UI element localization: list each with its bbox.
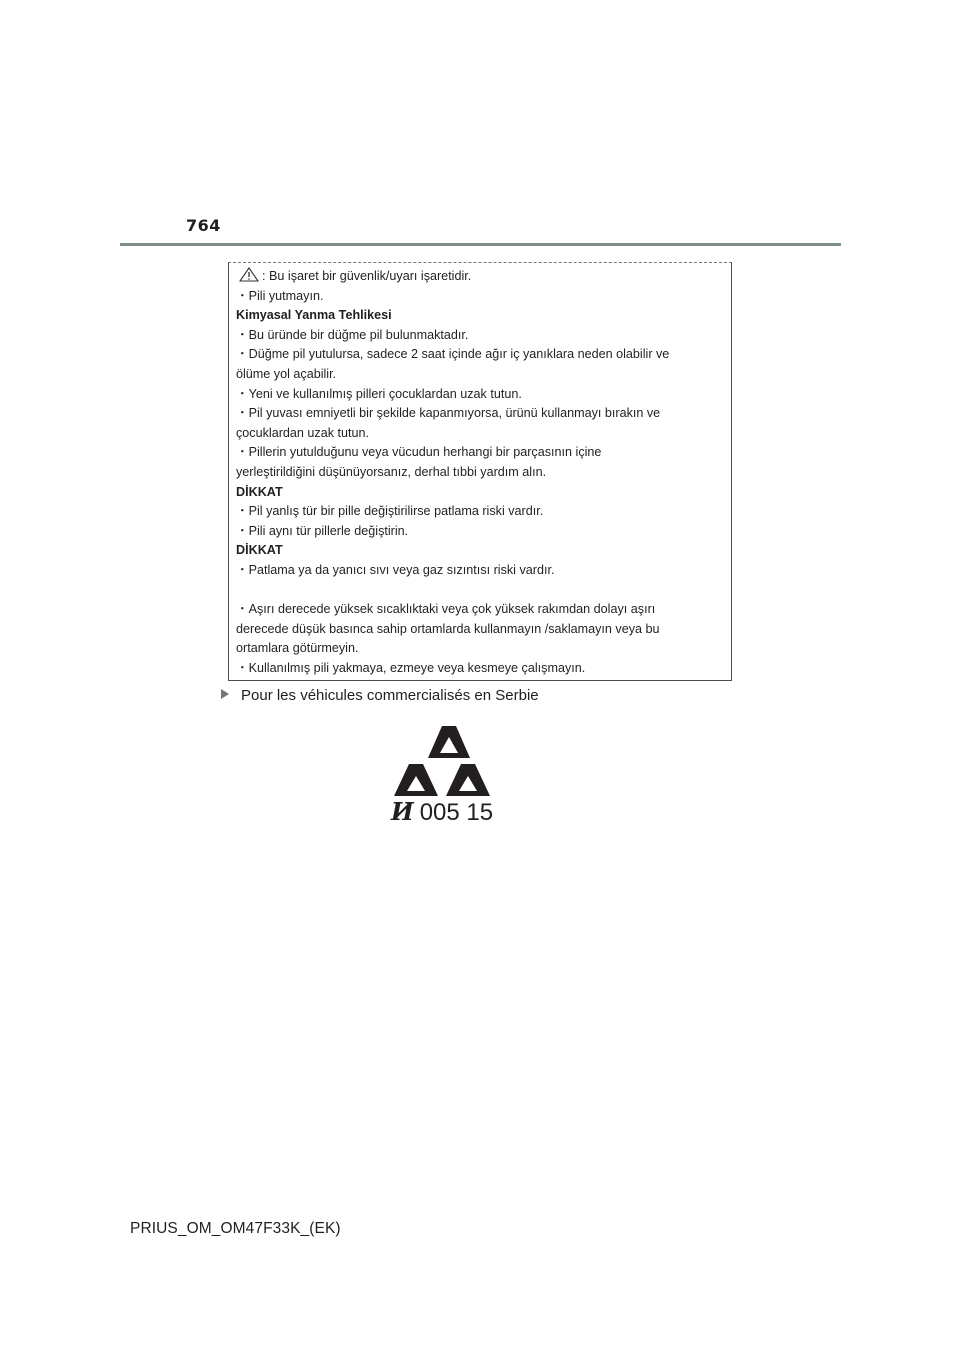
warning-line: derecede düşük basınca sahip ortamlarda kullanmayın /saklamayın veya bu (236, 621, 660, 636)
warning-box (228, 262, 732, 681)
warning-line: ・Pili yutmayın. (236, 288, 324, 303)
warning-triangle-icon (239, 267, 259, 282)
header-divider (120, 243, 841, 246)
warning-heading: DİKKAT (236, 543, 283, 558)
page-number: 764 (186, 216, 221, 235)
warning-line (236, 267, 731, 287)
certification-number: 005 15 (419, 799, 494, 826)
warning-line-text: : Bu işaret bir güvenlik/uyarı işaretidir. (262, 269, 472, 283)
warning-line: yerleştirildiğini düşünüyorsanız, derhal tıbbi yardım alın. (236, 464, 547, 479)
warning-line: ・Patlama ya da yanıcı sıvı veya gaz sızıntısı riski vardır. (236, 562, 555, 577)
warning-spacer (236, 581, 731, 601)
warning-line: ・Pili aynı tür pillerle değiştirin. (236, 523, 409, 538)
section-heading (221, 687, 539, 704)
warning-line: ・Yeni ve kullanılmış pilleri çocuklardan uzak tutun. (236, 386, 522, 401)
warning-lines (236, 287, 731, 679)
warning-line: ・Pil yuvası emniyetli bir şekilde kapanmıyorsa, ürünü kullanmayı bırakın ve (236, 406, 661, 421)
certification-code (391, 797, 493, 827)
warning-heading: DİKKAT (236, 484, 283, 499)
right-triangle-bullet-icon (221, 689, 229, 699)
warning-heading: Kimyasal Yanma Tehlikesi (236, 308, 392, 323)
warning-line: ・Pil yanlış tür bir pille değiştirilirse patlama riski vardır. (236, 504, 544, 519)
warning-line: ・Kullanılmış pili yakmaya, ezmeye veya kesmeye çalışmayın. (236, 660, 586, 675)
warning-line: ・Pillerin yutulduğunu veya vücudun herhangi bir parçasının içine (236, 445, 602, 460)
warning-line: ・Aşırı derecede yüksek sıcaklıktaki veya çok yüksek rakımdan dolayı aşırı (236, 602, 656, 617)
warning-line: ortamlara götürmeyin. (236, 641, 359, 656)
warning-line: ・Bu üründe bir düğme pil bulunmaktadır. (236, 327, 469, 342)
certification-prefix: И (391, 797, 414, 826)
document-code: PRIUS_OM_OM47F33K_(EK) (130, 1220, 341, 1237)
warning-line: ・Düğme pil yutulursa, sadece 2 saat içinde ağır iç yanıklara neden olabilir ve (236, 347, 670, 362)
section-heading-text: Pour les véhicules commercialisés en Serbie (241, 687, 539, 704)
warning-line: ölüme yol açabilir. (236, 366, 337, 381)
warning-line: çocuklardan uzak tutun. (236, 425, 370, 440)
